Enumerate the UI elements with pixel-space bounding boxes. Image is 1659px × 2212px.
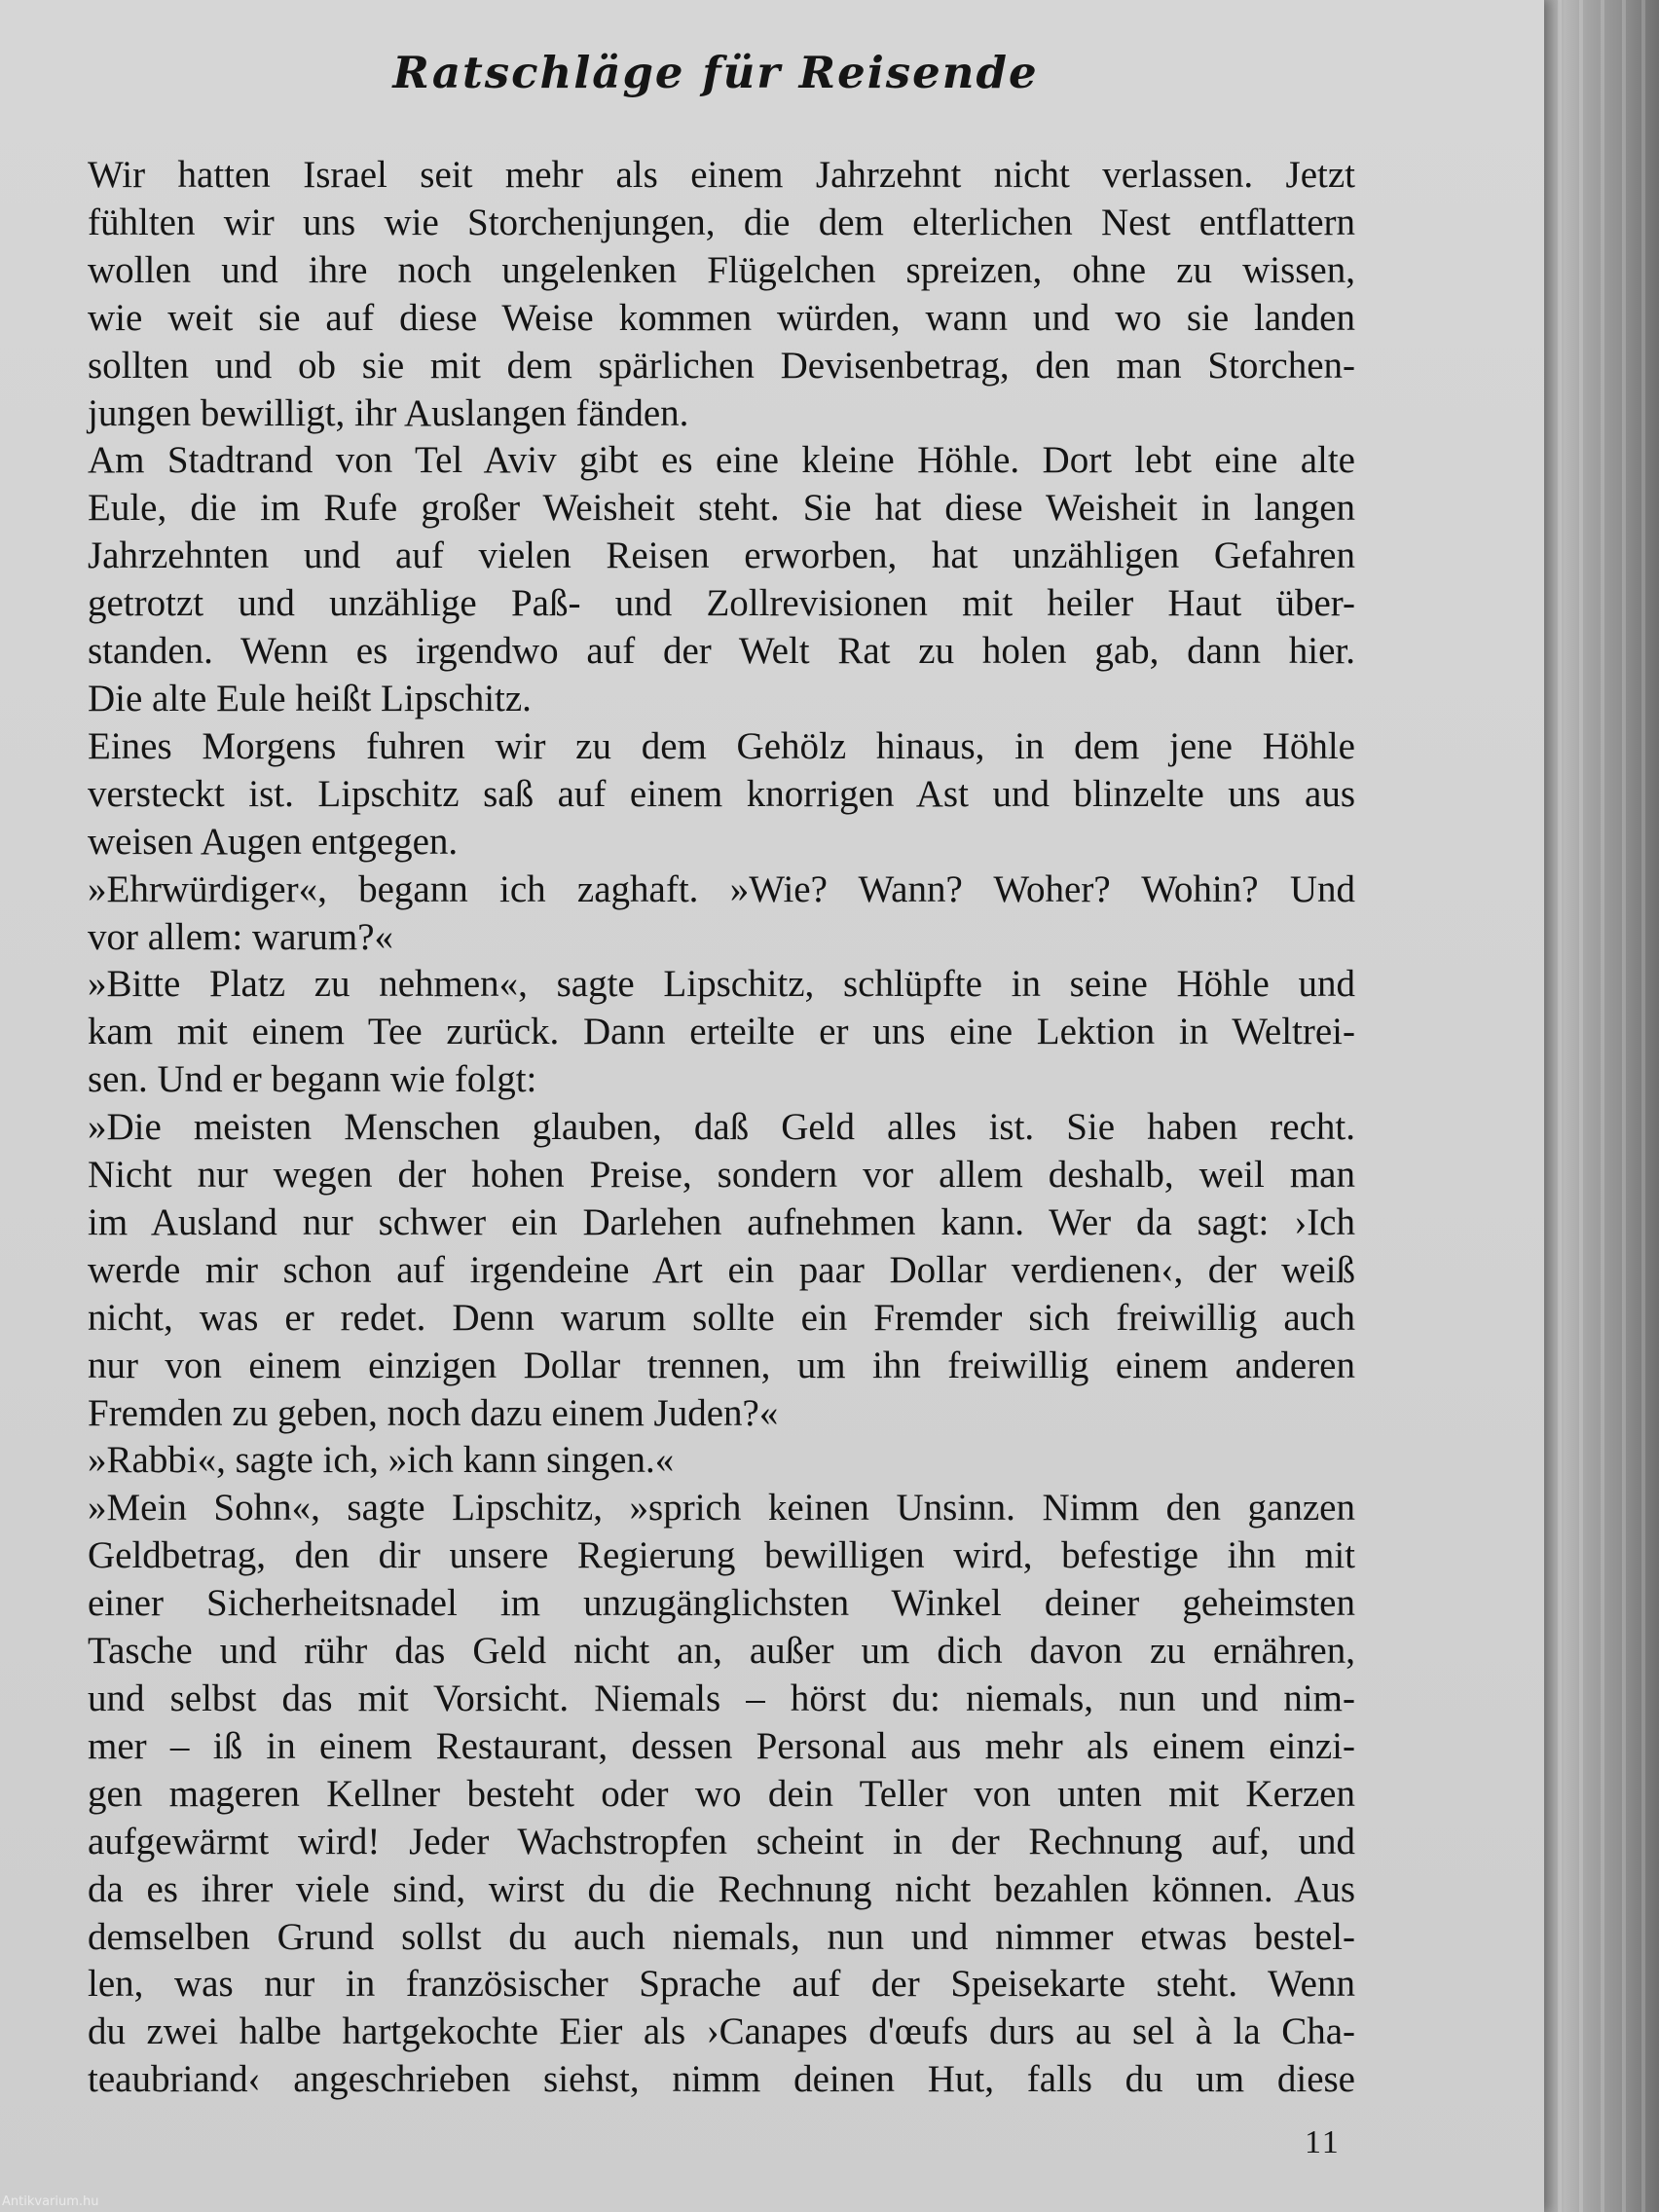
- text-line: Fremden zu geben, noch dazu einem Juden?«: [88, 1391, 779, 1434]
- text-line: vor allem: warum?«: [88, 915, 394, 958]
- text-line: demselben Grund sollst du auch niemals, nun und nimmer etwas bestel-: [88, 1915, 1355, 1958]
- text-line: Geldbetrag, den dir unsere Regierung bewilligen wird, befestige ihn mit: [88, 1534, 1355, 1577]
- text-line: fühlten wir uns wie Storchenjungen, die dem elterlichen Nest entflattern: [88, 201, 1355, 243]
- text-line: jungen bewilligt, ihr Auslangen fänden.: [88, 391, 689, 434]
- text-line: sollten und ob sie mit dem spärlichen Devisenbetrag, den man Storchen-: [88, 344, 1355, 387]
- text-line: Wir hatten Israel seit mehr als einem Jahrzehnt nicht verlassen. Jetzt: [88, 154, 1355, 196]
- text-line: Jahrzehnten und auf vielen Reisen erworben, hat unzähligen Gefahren: [88, 535, 1355, 577]
- text-line: du zwei halbe hartgekochte Eier als ›Canapes d'œufs durs au sel à la Cha-: [88, 2010, 1355, 2053]
- text-line: sen. Und er begann wie folgt:: [88, 1058, 537, 1101]
- watermark: Antikvarium.hu: [2, 2194, 99, 2209]
- text-line: und selbst das mit Vorsicht. Niemals – hörst du: niemals, nun und nim-: [88, 1677, 1355, 1719]
- text-line: nur von einem einzigen Dollar trennen, um ihn freiwillig einem anderen: [88, 1344, 1355, 1386]
- text-line: Die alte Eule heißt Lipschitz.: [88, 677, 532, 719]
- text-line: standen. Wenn es irgendwo auf der Welt Rat zu holen gab, dann hier.: [88, 630, 1355, 673]
- text-line: teaubriand‹ angeschrieben siehst, nimm deinen Hut, falls du um diese: [88, 2058, 1355, 2101]
- text-line: »Rabbi«, sagte ich, »ich kann singen.«: [88, 1439, 675, 1482]
- text-line: Eines Morgens fuhren wir zu dem Gehölz hinaus, in dem jene Höhle: [88, 724, 1355, 767]
- chapter-title: Ratschläge für Reisende: [392, 47, 1039, 98]
- text-line: weisen Augen entgegen.: [88, 820, 459, 863]
- text-line: gen mageren Kellner besteht oder wo dein Teller von unten mit Kerzen: [88, 1772, 1355, 1815]
- text-line: len, was nur in französischer Sprache auf der Speisekarte steht. Wenn: [88, 1963, 1355, 2006]
- text-line: mer – iß in einem Restaurant, dessen Personal aus mehr als einem einzi-: [88, 1724, 1355, 1767]
- text-line: im Ausland nur schwer ein Darlehen aufnehmen kann. Wer da sagt: ›Ich: [88, 1200, 1355, 1243]
- text-line: da es ihrer viele sind, wirst du die Rechnung nicht bezahlen können. Aus: [88, 1867, 1355, 1910]
- text-line: Eule, die im Rufe großer Weisheit steht. Sie hat diese Weisheit in langen: [88, 487, 1355, 530]
- text-line: getrotzt und unzählige Paß- und Zollrevisionen mit heiler Haut über-: [88, 582, 1355, 625]
- text-line: Am Stadtrand von Tel Aviv gibt es eine kleine Höhle. Dort lebt eine alte: [88, 439, 1355, 482]
- text-line: wie weit sie auf diese Weise kommen würden, wann und wo sie landen: [88, 296, 1355, 339]
- body-text: [88, 152, 1355, 2104]
- text-line: einer Sicherheitsnadel im unzugänglichsten Winkel deiner geheimsten: [88, 1582, 1355, 1625]
- text-line: Nicht nur wegen der hohen Preise, sondern vor allem deshalb, weil man: [88, 1154, 1355, 1197]
- text-line: »Ehrwürdiger«, begann ich zaghaft. »Wie? Wann? Woher? Wohin? Und: [88, 867, 1355, 910]
- text-line: aufgewärmt wird! Jeder Wachstropfen scheint in der Rechnung auf, und: [88, 1820, 1355, 1862]
- text-line: wollen und ihre noch ungelenken Flügelchen spreizen, ohne zu wissen,: [88, 248, 1355, 291]
- text-line: »Mein Sohn«, sagte Lipschitz, »sprich keinen Unsinn. Nimm den ganzen: [88, 1487, 1355, 1530]
- text-line: Tasche und rühr das Geld nicht an, außer um dich davon zu ernähren,: [88, 1630, 1355, 1673]
- text-line: kam mit einem Tee zurück. Dann erteilte er uns eine Lektion in Weltrei-: [88, 1011, 1355, 1053]
- page-number: 11: [1305, 2124, 1341, 2160]
- text-line: »Bitte Platz zu nehmen«, sagte Lipschitz, schlüpfte in seine Höhle und: [88, 963, 1355, 1006]
- text-line: »Die meisten Menschen glauben, daß Geld alles ist. Sie haben recht.: [88, 1106, 1355, 1149]
- text-line: nicht, was er redet. Denn warum sollte ein Fremder sich freiwillig auch: [88, 1296, 1355, 1339]
- page-stack-edge: [1544, 0, 1659, 2212]
- text-line: versteckt ist. Lipschitz saß auf einem knorrigen Ast und blinzelte uns aus: [88, 772, 1355, 815]
- text-line: werde mir schon auf irgendeine Art ein paar Dollar verdienen‹, der weiß: [88, 1248, 1355, 1291]
